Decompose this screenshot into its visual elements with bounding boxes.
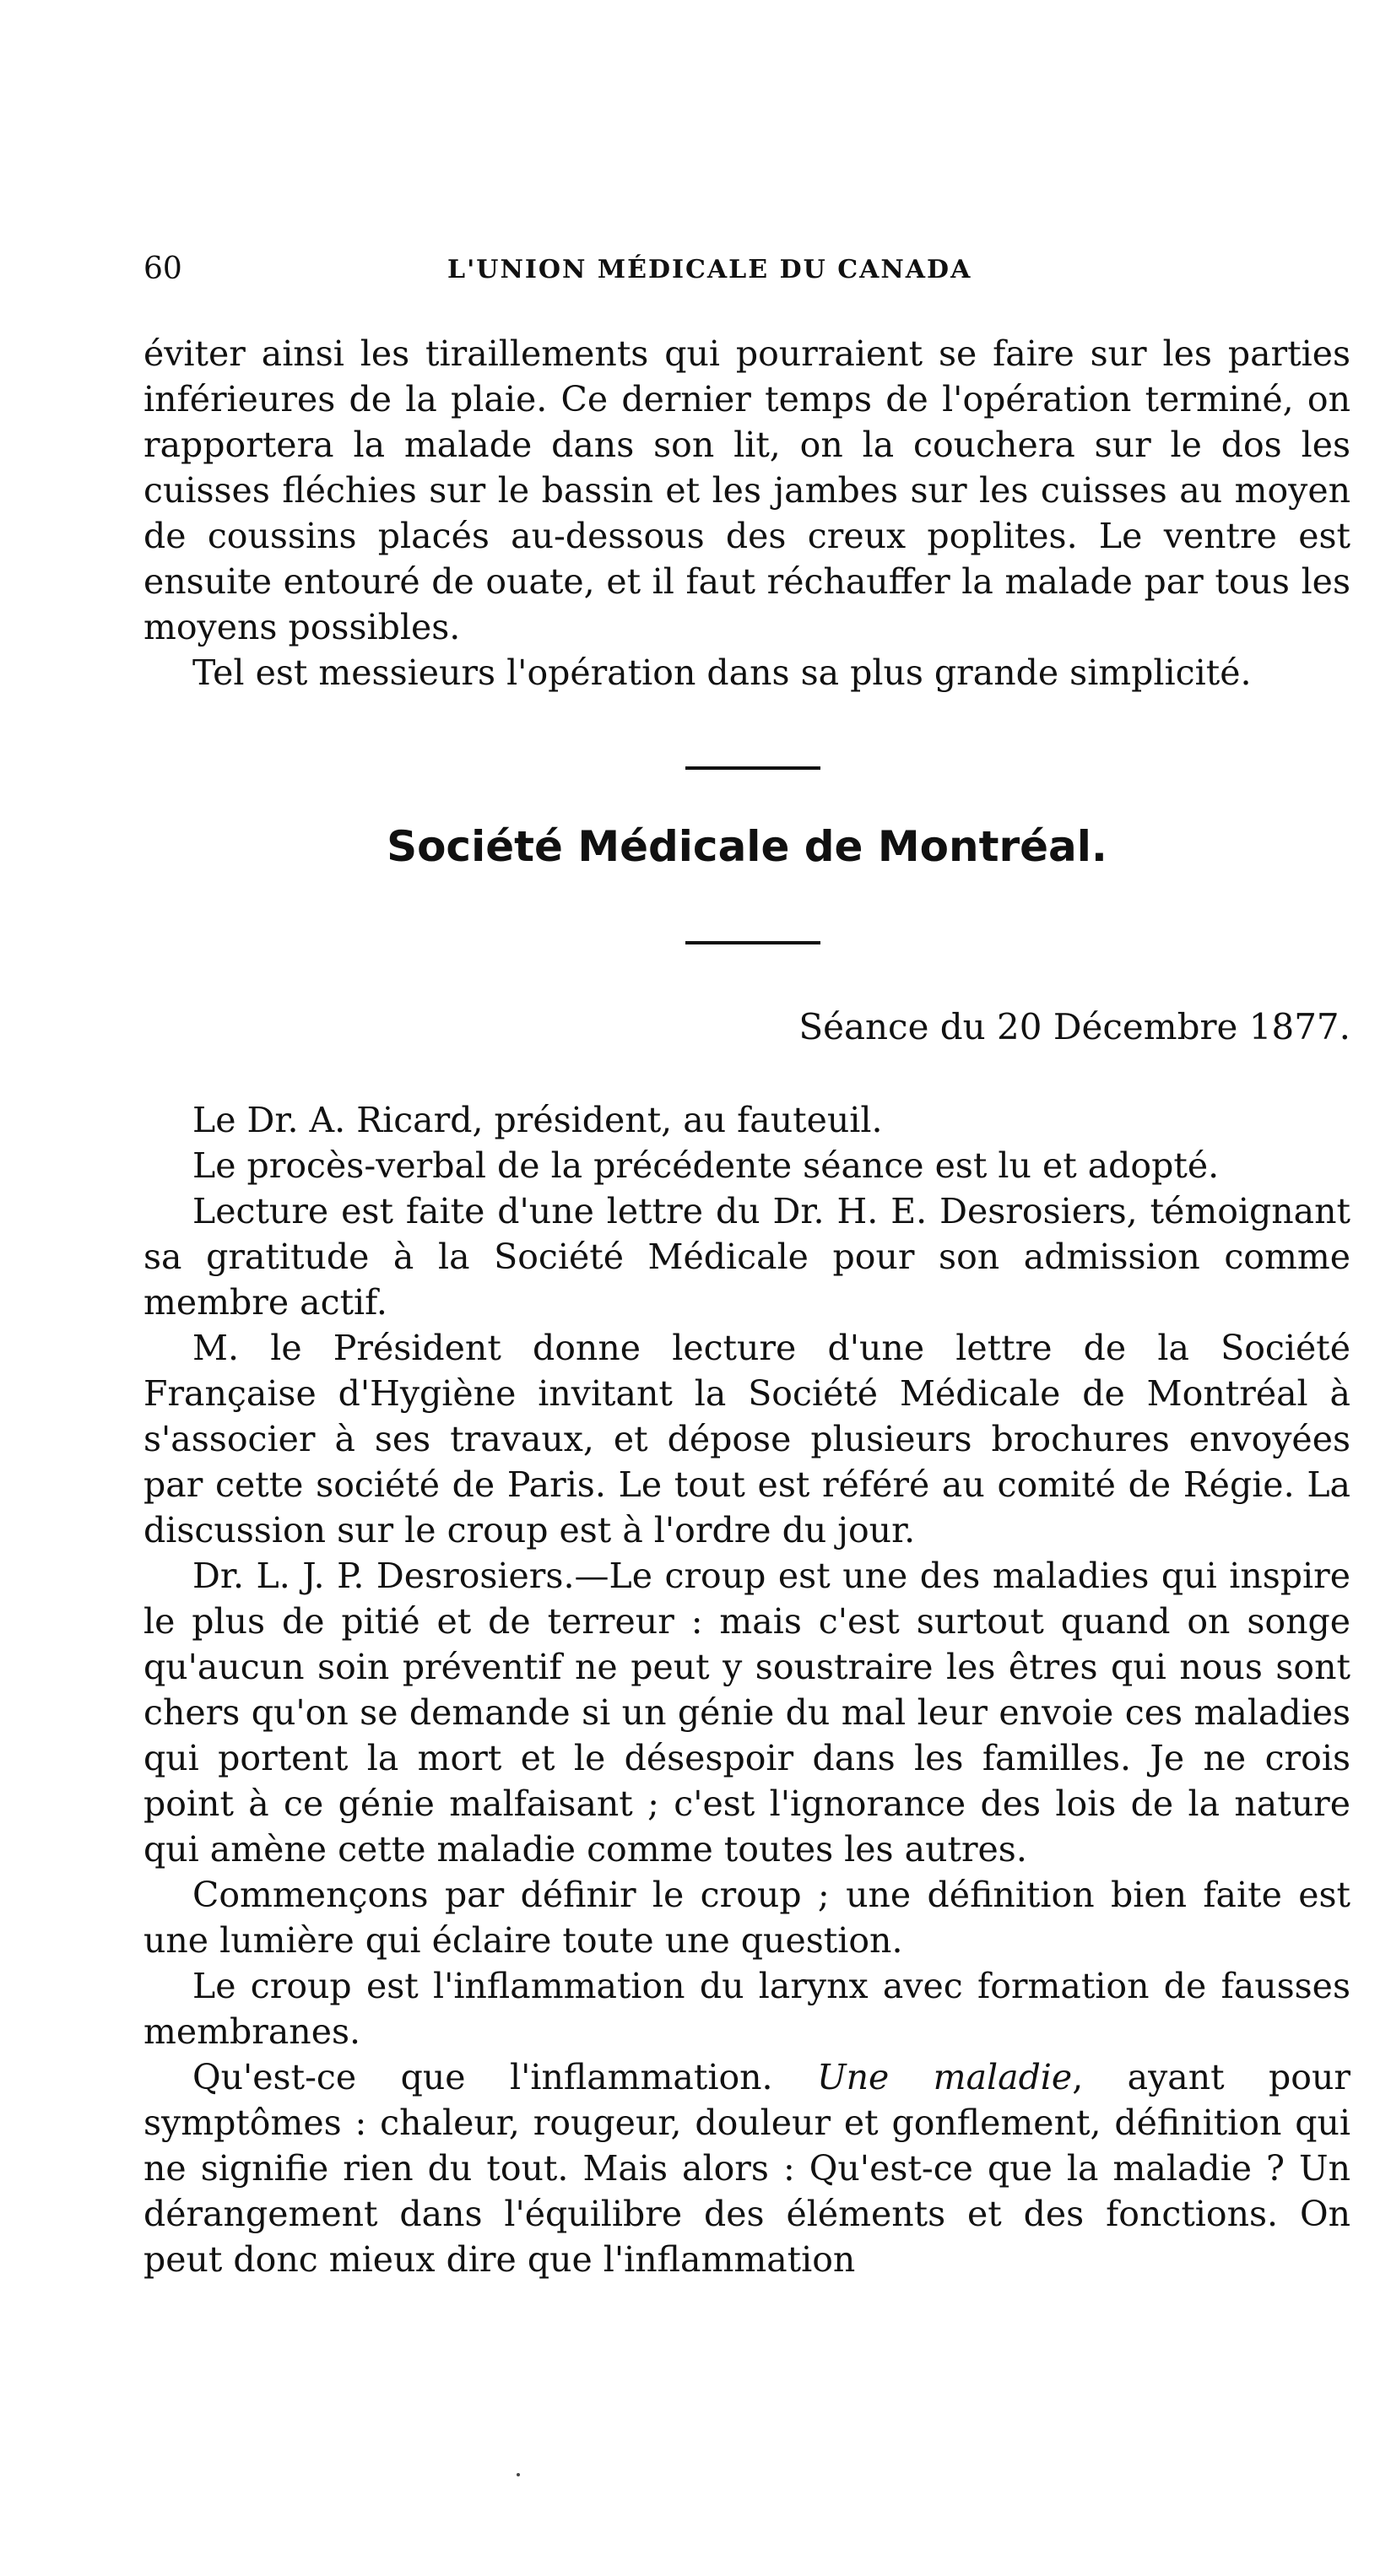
session-date: Séance du 20 Décembre 1877.	[798, 1006, 1350, 1047]
running-head	[143, 252, 1350, 302]
paragraph: Lecture est faite d'une lettre du Dr. H. E. Desrosiers, témoignant sa gratitude à la Société Médicale pour son admission comme membre actif.	[143, 1191, 1350, 1323]
page-number: 60	[143, 252, 182, 286]
paragraph: M. le Président donne lecture d'une lettre de la Société Française d'Hygiène invitant la Société Médicale de Montréal à s'associer à ses travaux, et dépose plusieurs brochures envoyées par cette société de Paris. Le tout est référé au comité de Régie. La discussion sur le croup est à l'ordre du jour.	[143, 1328, 1350, 1550]
paragraph	[143, 2054, 1350, 2282]
continuation-text	[143, 331, 1350, 695]
section-title: Société Médicale de Montréal.	[387, 822, 1107, 871]
paragraph: Dr. L. J. P. Desrosiers.—Le croup est une des maladies qui inspire le plus de pitié et de terreur : mais c'est surtout quand on songe qu'aucun soin préventif ne peut y soustraire les êtres qui nous sont chers qu'on se demande si un génie du mal leur envoie ces maladies qui portent la mort et le désespoir dans les familles. Je ne crois point à ce génie malfaisant ; c'est l'ignorance des lois de la nature qui amène cette maladie comme toutes les autres.	[143, 1556, 1350, 1870]
section-rule-bottom	[685, 941, 820, 944]
paragraph-text: , ayant pour symptômes : chaleur, rougeur, douleur et gonflement, définition qui ne signifie rien du tout. Mais alors : Qu'est-ce que la maladie ? Un dérangement dans l'équilibre des éléments et des fonctions. On peut donc mieux dire que l'inflammation	[143, 2057, 1350, 2280]
paragraph: Tel est messieurs l'opération dans sa plus grande simplicité.	[192, 652, 1252, 693]
paragraph: Le procès-verbal de la précédente séance est lu et adopté.	[192, 1145, 1220, 1186]
print-speck	[517, 2473, 520, 2476]
paragraph: Commençons par définir le croup ; une définition bien faite est une lumière qui éclaire toute une question.	[143, 1875, 1350, 1961]
paragraph-text: Qu'est-ce que l'inflammation.	[192, 2057, 818, 2097]
paragraph: Le Dr. A. Ricard, président, au fauteuil.	[192, 1100, 883, 1140]
journal-title: L'UNION MÉDICALE DU CANADA	[447, 255, 972, 284]
paragraph: éviter ainsi les tiraillements qui pourraient se faire sur les parties inférieures de la plaie. Ce dernier temps de l'opération terminé, on rapportera la malade dans son lit, on la couchera sur le dos les cuisses fléchies sur le bassin et les jambes sur les cuisses au moyen de coussins placés au-dessous des creux poplites. Le ventre est ensuite entouré de ouate, et il faut réchauffer la malade par tous les moyens possibles.	[143, 333, 1350, 647]
minutes-text	[143, 1097, 1350, 2282]
section-rule-top	[685, 766, 820, 770]
italic-text: Une maladie	[817, 2057, 1073, 2097]
paragraph: Le croup est l'inflammation du larynx avec formation de fausses membranes.	[143, 1966, 1350, 2052]
